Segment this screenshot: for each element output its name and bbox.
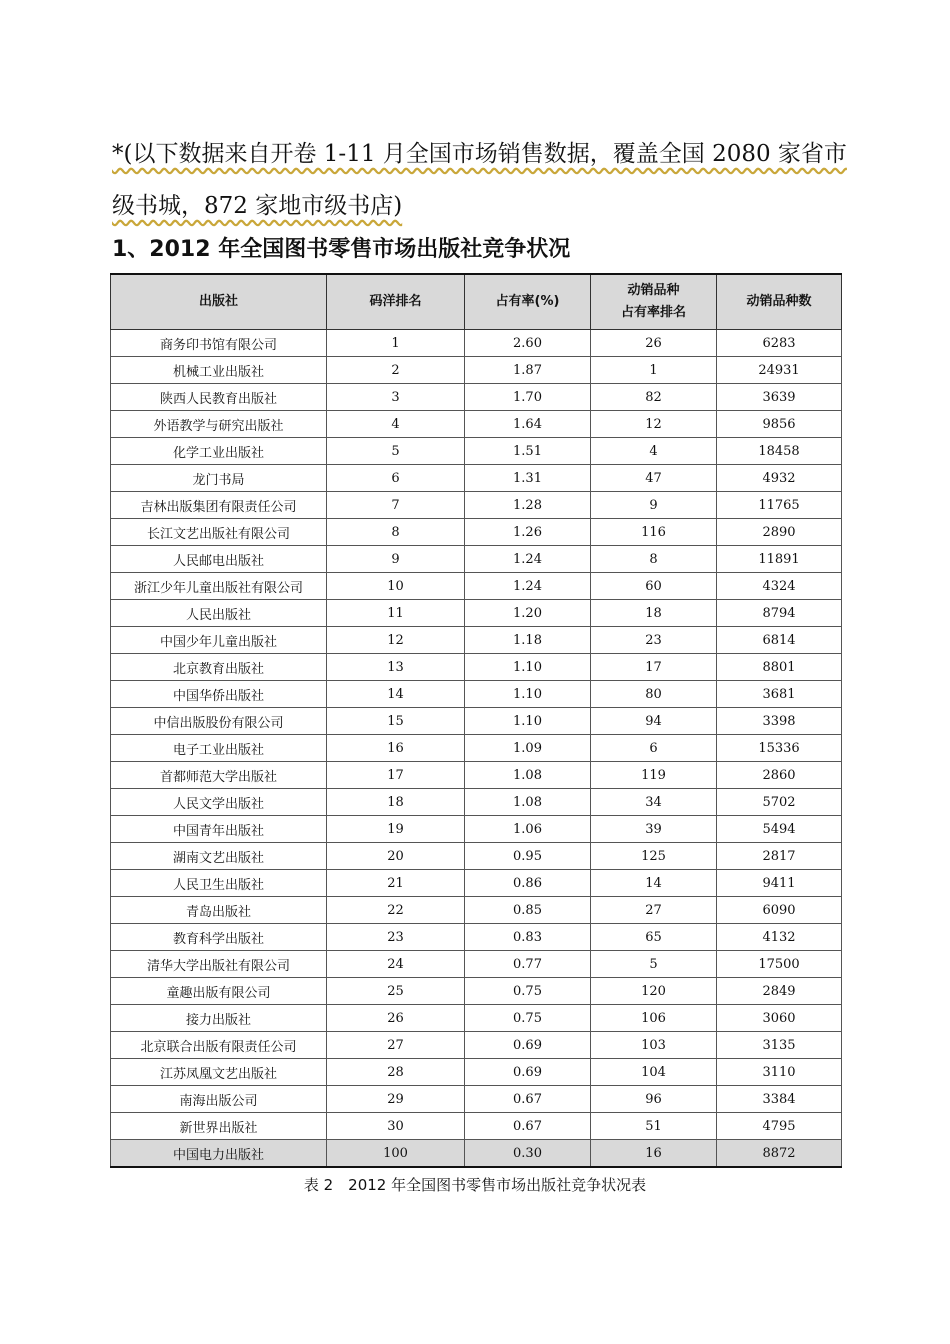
title-share-rank-cell: 14 <box>591 870 717 897</box>
rank-cell: 27 <box>327 1032 465 1059</box>
table-row <box>111 1086 842 1113</box>
title-share-rank-cell: 47 <box>591 465 717 492</box>
publisher-cell: 江苏凤凰文艺出版社 <box>111 1059 327 1086</box>
share-cell: 1.18 <box>465 627 591 654</box>
title-count-cell: 3639 <box>717 384 842 411</box>
publisher-cell: 清华大学出版社有限公司 <box>111 951 327 978</box>
rank-cell: 8 <box>327 519 465 546</box>
share-cell: 1.20 <box>465 600 591 627</box>
title-share-rank-cell: 65 <box>591 924 717 951</box>
title-count-cell: 15336 <box>717 735 842 762</box>
rank-cell: 17 <box>327 762 465 789</box>
title-count-cell: 4132 <box>717 924 842 951</box>
table-row <box>111 1113 842 1140</box>
rank-cell: 29 <box>327 1086 465 1113</box>
title-share-rank-cell: 60 <box>591 573 717 600</box>
rank-cell: 4 <box>327 411 465 438</box>
title-count-cell: 3398 <box>717 708 842 735</box>
rank-cell: 11 <box>327 600 465 627</box>
table-row <box>111 546 842 573</box>
rank-cell: 28 <box>327 1059 465 1086</box>
share-cell: 0.69 <box>465 1059 591 1086</box>
title-count-cell: 6283 <box>717 330 842 357</box>
table-row <box>111 357 842 384</box>
title-share-rank-cell: 80 <box>591 681 717 708</box>
rank-cell: 3 <box>327 384 465 411</box>
title-count-cell: 2849 <box>717 978 842 1005</box>
table-row <box>111 789 842 816</box>
rank-cell: 1 <box>327 330 465 357</box>
publisher-cell: 中信出版股份有限公司 <box>111 708 327 735</box>
title-count-cell: 11891 <box>717 546 842 573</box>
rank-cell: 14 <box>327 681 465 708</box>
share-cell: 0.67 <box>465 1113 591 1140</box>
title-share-rank-cell: 23 <box>591 627 717 654</box>
rank-cell: 12 <box>327 627 465 654</box>
publisher-cell: 首都师范大学出版社 <box>111 762 327 789</box>
rank-cell: 6 <box>327 465 465 492</box>
title-count-cell: 3384 <box>717 1086 842 1113</box>
publisher-cell: 浙江少年儿童出版社有限公司 <box>111 573 327 600</box>
publisher-cell: 龙门书局 <box>111 465 327 492</box>
table-row <box>111 654 842 681</box>
col-header-rank: 码洋排名 <box>327 274 465 330</box>
rank-cell: 15 <box>327 708 465 735</box>
rank-cell: 16 <box>327 735 465 762</box>
publisher-cell: 外语教学与研究出版社 <box>111 411 327 438</box>
share-cell: 0.86 <box>465 870 591 897</box>
publisher-cell: 吉林出版集团有限责任公司 <box>111 492 327 519</box>
share-cell: 1.31 <box>465 465 591 492</box>
share-cell: 0.83 <box>465 924 591 951</box>
title-share-rank-cell: 103 <box>591 1032 717 1059</box>
publisher-cell: 新世界出版社 <box>111 1113 327 1140</box>
share-cell: 1.10 <box>465 708 591 735</box>
title-count-cell: 24931 <box>717 357 842 384</box>
table-row <box>111 843 842 870</box>
title-share-rank-cell: 17 <box>591 654 717 681</box>
table-row <box>111 870 842 897</box>
col-header-publisher: 出版社 <box>111 274 327 330</box>
title-share-rank-cell: 34 <box>591 789 717 816</box>
share-cell: 1.08 <box>465 762 591 789</box>
title-share-rank-cell: 106 <box>591 1005 717 1032</box>
title-share-rank-cell: 9 <box>591 492 717 519</box>
rank-cell: 5 <box>327 438 465 465</box>
title-count-cell: 4324 <box>717 573 842 600</box>
title-share-rank-cell: 104 <box>591 1059 717 1086</box>
publisher-cell: 机械工业出版社 <box>111 357 327 384</box>
share-cell: 1.09 <box>465 735 591 762</box>
table-row <box>111 735 842 762</box>
publisher-cell: 北京教育出版社 <box>111 654 327 681</box>
col-header-share: 占有率(%) <box>465 274 591 330</box>
table-row <box>111 519 842 546</box>
table-row <box>111 762 842 789</box>
title-share-rank-cell: 94 <box>591 708 717 735</box>
share-cell: 1.51 <box>465 438 591 465</box>
publisher-cell: 中国华侨出版社 <box>111 681 327 708</box>
publisher-cell: 化学工业出版社 <box>111 438 327 465</box>
rank-cell: 2 <box>327 357 465 384</box>
table-row <box>111 708 842 735</box>
publisher-cell: 人民出版社 <box>111 600 327 627</box>
title-count-cell: 8794 <box>717 600 842 627</box>
title-share-rank-cell: 116 <box>591 519 717 546</box>
title-count-cell: 6814 <box>717 627 842 654</box>
table-row <box>111 600 842 627</box>
title-share-rank-cell: 26 <box>591 330 717 357</box>
title-share-rank-cell: 16 <box>591 1140 717 1168</box>
title-share-rank-cell: 82 <box>591 384 717 411</box>
share-cell: 1.08 <box>465 789 591 816</box>
share-cell: 0.69 <box>465 1032 591 1059</box>
title-count-cell: 3681 <box>717 681 842 708</box>
publisher-cell: 南海出版公司 <box>111 1086 327 1113</box>
publisher-cell: 电子工业出版社 <box>111 735 327 762</box>
title-share-rank-cell: 1 <box>591 357 717 384</box>
share-cell: 0.95 <box>465 843 591 870</box>
table-row <box>111 816 842 843</box>
share-cell: 0.67 <box>465 1086 591 1113</box>
publisher-cell: 人民邮电出版社 <box>111 546 327 573</box>
title-count-cell: 2817 <box>717 843 842 870</box>
share-cell: 0.75 <box>465 1005 591 1032</box>
table-row <box>111 411 842 438</box>
publisher-cell: 商务印书馆有限公司 <box>111 330 327 357</box>
table-row <box>111 978 842 1005</box>
title-share-rank-cell: 51 <box>591 1113 717 1140</box>
rank-cell: 21 <box>327 870 465 897</box>
share-cell: 1.87 <box>465 357 591 384</box>
share-cell: 1.06 <box>465 816 591 843</box>
rank-cell: 24 <box>327 951 465 978</box>
rank-cell: 23 <box>327 924 465 951</box>
rank-cell: 20 <box>327 843 465 870</box>
share-cell: 1.28 <box>465 492 591 519</box>
table-caption: 表 2 2012 年全国图书零售市场出版社竞争状况表 <box>303 1176 647 1194</box>
share-cell: 0.85 <box>465 897 591 924</box>
table-row <box>111 681 842 708</box>
title-count-cell: 6090 <box>717 897 842 924</box>
share-cell: 1.10 <box>465 654 591 681</box>
publisher-cell: 教育科学出版社 <box>111 924 327 951</box>
table-row <box>111 1005 842 1032</box>
table-row <box>111 627 842 654</box>
section-heading: 1、2012 年全国图书零售市场出版社竞争状况 <box>112 237 571 262</box>
table-row <box>111 1059 842 1086</box>
title-count-cell: 17500 <box>717 951 842 978</box>
table-row <box>111 951 842 978</box>
title-share-rank-cell: 6 <box>591 735 717 762</box>
rank-cell: 22 <box>327 897 465 924</box>
publisher-cell: 中国电力出版社 <box>111 1140 327 1168</box>
publisher-cell: 青岛出版社 <box>111 897 327 924</box>
share-cell: 1.10 <box>465 681 591 708</box>
publisher-cell: 长江文艺出版社有限公司 <box>111 519 327 546</box>
rank-cell: 19 <box>327 816 465 843</box>
share-cell: 1.64 <box>465 411 591 438</box>
title-count-cell: 8872 <box>717 1140 842 1168</box>
title-count-cell: 3135 <box>717 1032 842 1059</box>
title-count-cell: 9856 <box>717 411 842 438</box>
rank-cell: 10 <box>327 573 465 600</box>
col-header-title-share-rank: 动销品种 占有率排名 <box>591 274 717 330</box>
title-share-rank-cell: 8 <box>591 546 717 573</box>
share-cell: 0.30 <box>465 1140 591 1168</box>
rank-cell: 25 <box>327 978 465 1005</box>
title-share-rank-cell: 125 <box>591 843 717 870</box>
title-count-cell: 9411 <box>717 870 842 897</box>
title-count-cell: 18458 <box>717 438 842 465</box>
share-cell: 0.77 <box>465 951 591 978</box>
title-share-rank-cell: 27 <box>591 897 717 924</box>
publisher-cell: 人民卫生出版社 <box>111 870 327 897</box>
publisher-cell: 陕西人民教育出版社 <box>111 384 327 411</box>
publisher-cell: 童趣出版有限公司 <box>111 978 327 1005</box>
publisher-cell: 湖南文艺出版社 <box>111 843 327 870</box>
title-share-rank-cell: 12 <box>591 411 717 438</box>
title-share-rank-cell: 119 <box>591 762 717 789</box>
publisher-cell: 接力出版社 <box>111 1005 327 1032</box>
share-cell: 1.24 <box>465 573 591 600</box>
title-count-cell: 4795 <box>717 1113 842 1140</box>
rank-cell: 100 <box>327 1140 465 1168</box>
share-cell: 1.26 <box>465 519 591 546</box>
rank-cell: 9 <box>327 546 465 573</box>
table-row <box>111 438 842 465</box>
title-share-rank-cell: 18 <box>591 600 717 627</box>
title-count-cell: 3110 <box>717 1059 842 1086</box>
title-share-rank-cell: 96 <box>591 1086 717 1113</box>
rank-cell: 7 <box>327 492 465 519</box>
publisher-table <box>110 273 842 1168</box>
title-share-rank-cell: 120 <box>591 978 717 1005</box>
share-cell: 1.24 <box>465 546 591 573</box>
col-header-title-count: 动销品种数 <box>717 274 842 330</box>
intro-note: *(以下数据来自开卷 1-11 月全国市场销售数据，覆盖全国 2080 家省市级书城，872 家地市级书店) <box>112 141 847 219</box>
title-count-cell: 5702 <box>717 789 842 816</box>
title-count-cell: 11765 <box>717 492 842 519</box>
title-count-cell: 5494 <box>717 816 842 843</box>
table-row <box>111 1032 842 1059</box>
rank-cell: 30 <box>327 1113 465 1140</box>
share-cell: 1.70 <box>465 384 591 411</box>
title-share-rank-cell: 39 <box>591 816 717 843</box>
publisher-cell: 北京联合出版有限责任公司 <box>111 1032 327 1059</box>
publisher-cell: 中国青年出版社 <box>111 816 327 843</box>
rank-cell: 26 <box>327 1005 465 1032</box>
share-cell: 2.60 <box>465 330 591 357</box>
share-cell: 0.75 <box>465 978 591 1005</box>
title-count-cell: 3060 <box>717 1005 842 1032</box>
title-count-cell: 8801 <box>717 654 842 681</box>
table-row <box>111 1140 842 1168</box>
table-row <box>111 330 842 357</box>
title-count-cell: 2890 <box>717 519 842 546</box>
title-count-cell: 4932 <box>717 465 842 492</box>
table-row <box>111 465 842 492</box>
table-header-row <box>111 274 842 330</box>
title-share-rank-cell: 4 <box>591 438 717 465</box>
publisher-cell: 人民文学出版社 <box>111 789 327 816</box>
rank-cell: 13 <box>327 654 465 681</box>
table-row <box>111 573 842 600</box>
title-count-cell: 2860 <box>717 762 842 789</box>
table-row <box>111 492 842 519</box>
table-row <box>111 384 842 411</box>
table-row <box>111 897 842 924</box>
title-share-rank-cell: 5 <box>591 951 717 978</box>
publisher-cell: 中国少年儿童出版社 <box>111 627 327 654</box>
rank-cell: 18 <box>327 789 465 816</box>
table-row <box>111 924 842 951</box>
